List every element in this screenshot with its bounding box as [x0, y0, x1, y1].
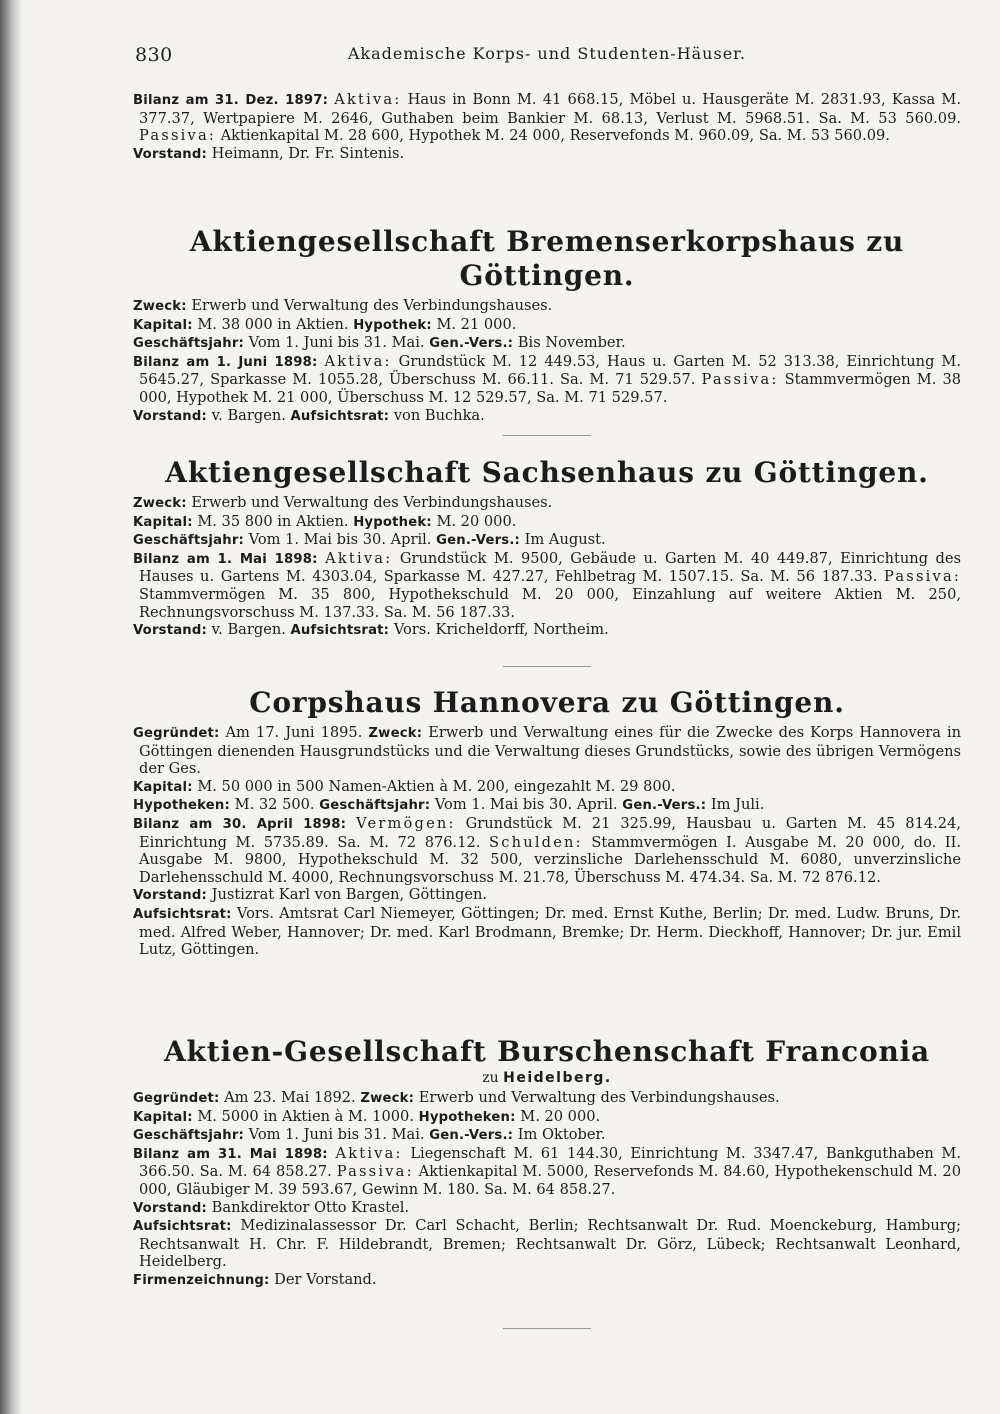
- zweck-text: Erwerb und Verwaltung eines für die Zwecke des Korps Hannovera in Göttingen dienenden Hausgrundstücks und die Verwaltung dieses Grundstücks, sowie des übrigen Vermögens der Ges.: [139, 724, 962, 778]
- aktiva-label: Aktiva:: [324, 352, 392, 370]
- passiva-text: Aktienkapital M. 5000, Reservefonds M. 84.60, Hypothekenschuld M. 20 000, Gläubiger M. 39 593.67, Gewinn M. 180. Sa. M. 64 858.27.: [139, 1163, 962, 1198]
- vorstand-label: Vorstand:: [133, 146, 208, 162]
- kapital-label: Kapital:: [133, 514, 193, 530]
- bilanz-text: Haus in Bonn M. 41 668.15, Möbel u. Hausgeräte M. 2831.93, Kassa M. 377.37, Wertpapiere M. 2646, Guthaben beim Bankier M. 68.13, Verlust M. 5968.51. Sa. M. 53 560.09.: [139, 91, 962, 127]
- geschaeftsjahr-label: Geschäftsjahr:: [133, 533, 244, 549]
- kapital-text: M. 50 000 in 500 Namen-Aktien à M. 200, eingezahlt M. 29 800.: [197, 777, 676, 795]
- passiva-label: Passiva:: [701, 371, 779, 389]
- firmenzeichnung-label: Firmenzeichnung:: [133, 1272, 270, 1288]
- aufsichtsrat-paragraph: [133, 905, 961, 959]
- gen-vers-text: Im Juli.: [710, 796, 765, 814]
- vorstand-label: Vorstand:: [133, 1200, 208, 1216]
- geschaeftsjahr-line: [133, 1126, 961, 1145]
- vorstand-label: Vorstand:: [133, 623, 208, 639]
- intro-vorstand: [133, 145, 961, 164]
- vorstand-label: Vorstand:: [133, 888, 208, 904]
- vorstand-line: [133, 621, 961, 640]
- vorstand-line: [133, 886, 961, 905]
- section-divider: [133, 435, 961, 436]
- bilanz-text: Aktienkapital M. 28 600, Hypothek M. 24 000, Reservefonds M. 960.09, Sa. M. 53 560.09.: [220, 127, 890, 145]
- bilanz-label: Bilanz am 31. Dez. 1897:: [133, 93, 329, 108]
- running-head: [133, 38, 961, 68]
- hypotheken-label: Hypotheken:: [418, 1109, 516, 1125]
- aufsichtsrat-text: Vors. Kricheldorff, Northeim.: [393, 621, 609, 639]
- zweck-label: Zweck:: [133, 496, 187, 511]
- vorstand-text: Bankdirektor Otto Krastel.: [211, 1198, 410, 1216]
- bilanz-label: Bilanz am 30. April 1898:: [133, 816, 347, 832]
- company-title: Aktiengesellschaft Sachsenhaus zu Göttingen.: [165, 456, 929, 489]
- geschaeftsjahr-label: Geschäftsjahr:: [133, 336, 244, 352]
- gegruendet-paragraph: [133, 724, 961, 778]
- vorstand-text: Justizrat Karl von Bargen, Göttingen.: [211, 886, 488, 904]
- vorstand-label: Vorstand:: [133, 408, 208, 424]
- hypotheken-line: [133, 796, 961, 815]
- hypotheken-text: M. 20 000.: [520, 1107, 601, 1125]
- geschaeftsjahr-text: Vom 1. Juni bis 31. Mai.: [248, 334, 425, 352]
- zweck-text: Erwerb und Verwaltung des Verbindungshauses.: [418, 1089, 780, 1106]
- gegruendet-label: Gegründet:: [133, 1091, 220, 1106]
- aktiva-label: Aktiva:: [334, 91, 402, 108]
- aktiva-text: Liegenschaft M. 61 144.30, Einrichtung M. 3347.47, Bankguthaben M. 366.50. Sa. M. 64 858.27.: [139, 1144, 962, 1181]
- hypothek-text: M. 20 000.: [436, 512, 517, 530]
- section-divider: [133, 1328, 961, 1329]
- geschaeftsjahr-text: Vom 1. Mai bis 30. April.: [434, 796, 618, 814]
- intro-entry: [133, 91, 961, 163]
- gen-vers-text: Im Oktober.: [517, 1126, 606, 1144]
- intro-bilanz: [133, 91, 961, 145]
- entry-sachsenhaus: [133, 456, 961, 640]
- zweck-line: [133, 297, 961, 316]
- running-head-title: Akademische Korps- und Studenten-Häuser.: [347, 44, 747, 63]
- entry-franconia: [133, 1035, 961, 1290]
- passiva-text: Stammvermögen M. 35 800, Hypothekschuld M. 20 000, Einzahlung auf weitere Aktien M. 250, Rechnungsvorschuss M. 137.33. Sa. M. 56 187.33.: [139, 585, 961, 621]
- page: [133, 38, 962, 1288]
- aktiva-label: Aktiva:: [325, 549, 393, 567]
- bilanz-label: Bilanz am 1. Juni 1898:: [133, 354, 318, 370]
- schulden-text: Stammvermögen I. Ausgabe M. 20 000, do. II. Ausgabe M. 9800, Hypothekschuld M. 32 500, verzinsliche Darlehensschuld M. 6080, unverzinsliche Darlehensschuld M. 4000, Rechnungsvorschuss M. 21.78, Überschuss M. 474.34. Sa. M. 72 876.12.: [139, 833, 962, 886]
- company-location: [133, 1069, 961, 1087]
- page-number: 830: [135, 44, 173, 66]
- kapital-line: [133, 513, 961, 532]
- bilanz-paragraph: [133, 550, 961, 621]
- zweck-label: Zweck:: [368, 726, 423, 741]
- entry-hannovera: [133, 686, 961, 959]
- vorstand-line: [133, 407, 961, 426]
- bilanz-label: Bilanz am 31. Mai 1898:: [133, 1146, 328, 1162]
- geschaeftsjahr-text: Vom 1. Mai bis 30. April.: [248, 531, 432, 549]
- zweck-line: [133, 494, 961, 513]
- entry-bremen: [133, 225, 961, 425]
- passiva-label: Passiva:: [884, 568, 961, 586]
- kapital-text: M. 35 800 in Aktien.: [197, 512, 349, 530]
- gegruendet-label: Gegründet:: [133, 726, 220, 741]
- kapital-text: M. 38 000 in Aktien.: [197, 315, 349, 333]
- geschaeftsjahr-line: [133, 334, 961, 353]
- kapital-line: [133, 778, 961, 797]
- gegruendet-text: Am 17. Juni 1895.: [225, 724, 363, 741]
- geschaeftsjahr-text: Vom 1. Juni bis 31. Mai.: [248, 1126, 425, 1144]
- hypothek-label: Hypothek:: [353, 317, 432, 333]
- firmenzeichnung-text: Der Vorstand.: [274, 1270, 377, 1288]
- aufsichtsrat-paragraph: [133, 1217, 961, 1271]
- location-prefix: zu: [482, 1070, 499, 1086]
- kapital-line: [133, 1108, 961, 1127]
- vorstand-text: v. Bargen.: [211, 621, 286, 639]
- geschaeftsjahr-label: Geschäftsjahr:: [319, 798, 431, 814]
- gen-vers-label: Gen.-Vers.:: [436, 533, 521, 549]
- firmenzeichnung-line: [133, 1271, 961, 1290]
- aufsichtsrat-text: Vors. Amtsrat Carl Niemeyer, Göttingen; Dr. med. Ernst Kuthe, Berlin; Dr. med. Ludw. Bruns, Dr. med. Alfred Weber, Hannover; Dr. med. Karl Brodmann, Bremke; Dr. Herm. Dieckhoff, Hannover; Dr. jur. Emil Lutz, Göttingen.: [139, 904, 962, 959]
- vorstand-text: Heimann, Dr. Fr. Sintenis.: [211, 144, 405, 162]
- gegruendet-text: Am 23. Mai 1892.: [224, 1089, 356, 1106]
- kapital-label: Kapital:: [133, 317, 193, 333]
- aufsichtsrat-label: Aufsichtsrat:: [133, 1219, 232, 1235]
- kapital-label: Kapital:: [133, 779, 193, 795]
- vorstand-text: v. Bargen.: [211, 406, 286, 424]
- zweck-text: Erwerb und Verwaltung des Verbindungshauses.: [191, 297, 553, 314]
- aufsichtsrat-label: Aufsichtsrat:: [290, 623, 390, 639]
- passiva-label: Passiva:: [336, 1163, 414, 1181]
- aufsichtsrat-label: Aufsichtsrat:: [133, 906, 232, 922]
- bilanz-label: Bilanz am 1. Mai 1898:: [133, 551, 318, 567]
- geschaeftsjahr-line: [133, 531, 961, 550]
- aufsichtsrat-label: Aufsichtsrat:: [290, 408, 390, 424]
- vermoegen-text: Grundstück M. 21 325.99, Hausbau u. Garten M. 45 814.24, Einrichtung M. 5735.89. Sa. M. 72 876.12.: [139, 814, 962, 851]
- hypothek-label: Hypothek:: [353, 514, 432, 530]
- gen-vers-label: Gen.-Vers.:: [429, 336, 514, 352]
- zweck-label: Zweck:: [360, 1091, 415, 1106]
- company-title: Aktien-Gesellschaft Burschenschaft Franconia: [164, 1035, 930, 1068]
- geschaeftsjahr-label: Geschäftsjahr:: [133, 1128, 244, 1144]
- aufsichtsrat-text: von Buchka.: [393, 406, 485, 424]
- vermoegen-label: Vermögen:: [356, 814, 456, 832]
- bilanz-paragraph: [133, 1145, 961, 1199]
- passiva-text: Stammvermögen M. 38 000, Hypothek M. 21 000, Überschuss M. 12 529.57, Sa. M. 71 529.57.: [139, 371, 962, 406]
- kapital-text: M. 5000 in Aktien à M. 1000.: [197, 1107, 414, 1125]
- aktiva-text: Grundstück M. 9500, Gebäude u. Garten M. 40 449.87, Einrichtung des Hauses u. Gartens M. 4303.04, Sparkasse M. 427.27, Fehlbetrag M. 1507.15. Sa. M. 56 187.33.: [139, 549, 962, 586]
- schulden-label: Schulden:: [489, 833, 583, 851]
- zweck-label: Zweck:: [133, 299, 187, 314]
- company-title: Corpshaus Hannovera zu Göttingen.: [249, 686, 845, 719]
- hypotheken-text: M. 32 500.: [234, 796, 315, 814]
- zweck-text: Erwerb und Verwaltung des Verbindungshauses.: [191, 494, 553, 511]
- company-title: Aktiengesellschaft Bremenserkorpshaus zu Göttingen.: [189, 225, 905, 292]
- aktiva-label: Aktiva:: [335, 1144, 403, 1162]
- gen-vers-label: Gen.-Vers.:: [622, 798, 707, 814]
- kapital-line: [133, 316, 961, 335]
- book-binding-shadow: [0, 0, 22, 1414]
- vorstand-line: [133, 1199, 961, 1218]
- gen-vers-label: Gen.-Vers.:: [429, 1128, 514, 1144]
- hypothek-text: M. 21 000.: [436, 315, 517, 333]
- location-name: Heidelberg.: [503, 1070, 612, 1086]
- kapital-label: Kapital:: [133, 1109, 193, 1125]
- bilanz-paragraph: [133, 815, 961, 886]
- passiva-label: Passiva:: [139, 127, 216, 145]
- gen-vers-text: Im August.: [524, 531, 606, 549]
- bilanz-paragraph: [133, 353, 961, 407]
- hypotheken-label: Hypotheken:: [133, 798, 230, 814]
- section-divider: [133, 666, 961, 667]
- gegruendet-line: [133, 1089, 961, 1108]
- aufsichtsrat-text: Medizinalassessor Dr. Carl Schacht, Berlin; Rechtsanwalt Dr. Rud. Moenckeburg, Hamburg; Rechtsanwalt H. Chr. F. Hildebrandt, Bremen; Rechtsanwalt Dr. Görz, Lübeck; Rechtsanwalt Leonhard, Heidelberg.: [139, 1217, 962, 1271]
- gen-vers-text: Bis November.: [517, 334, 626, 352]
- aktiva-text: Grundstück M. 12 449.53, Haus u. Garten M. 52 313.38, Einrichtung M. 5645.27, Sparkasse M. 1055.28, Überschuss M. 66.11. Sa. M. 71 529.57.: [139, 352, 961, 389]
